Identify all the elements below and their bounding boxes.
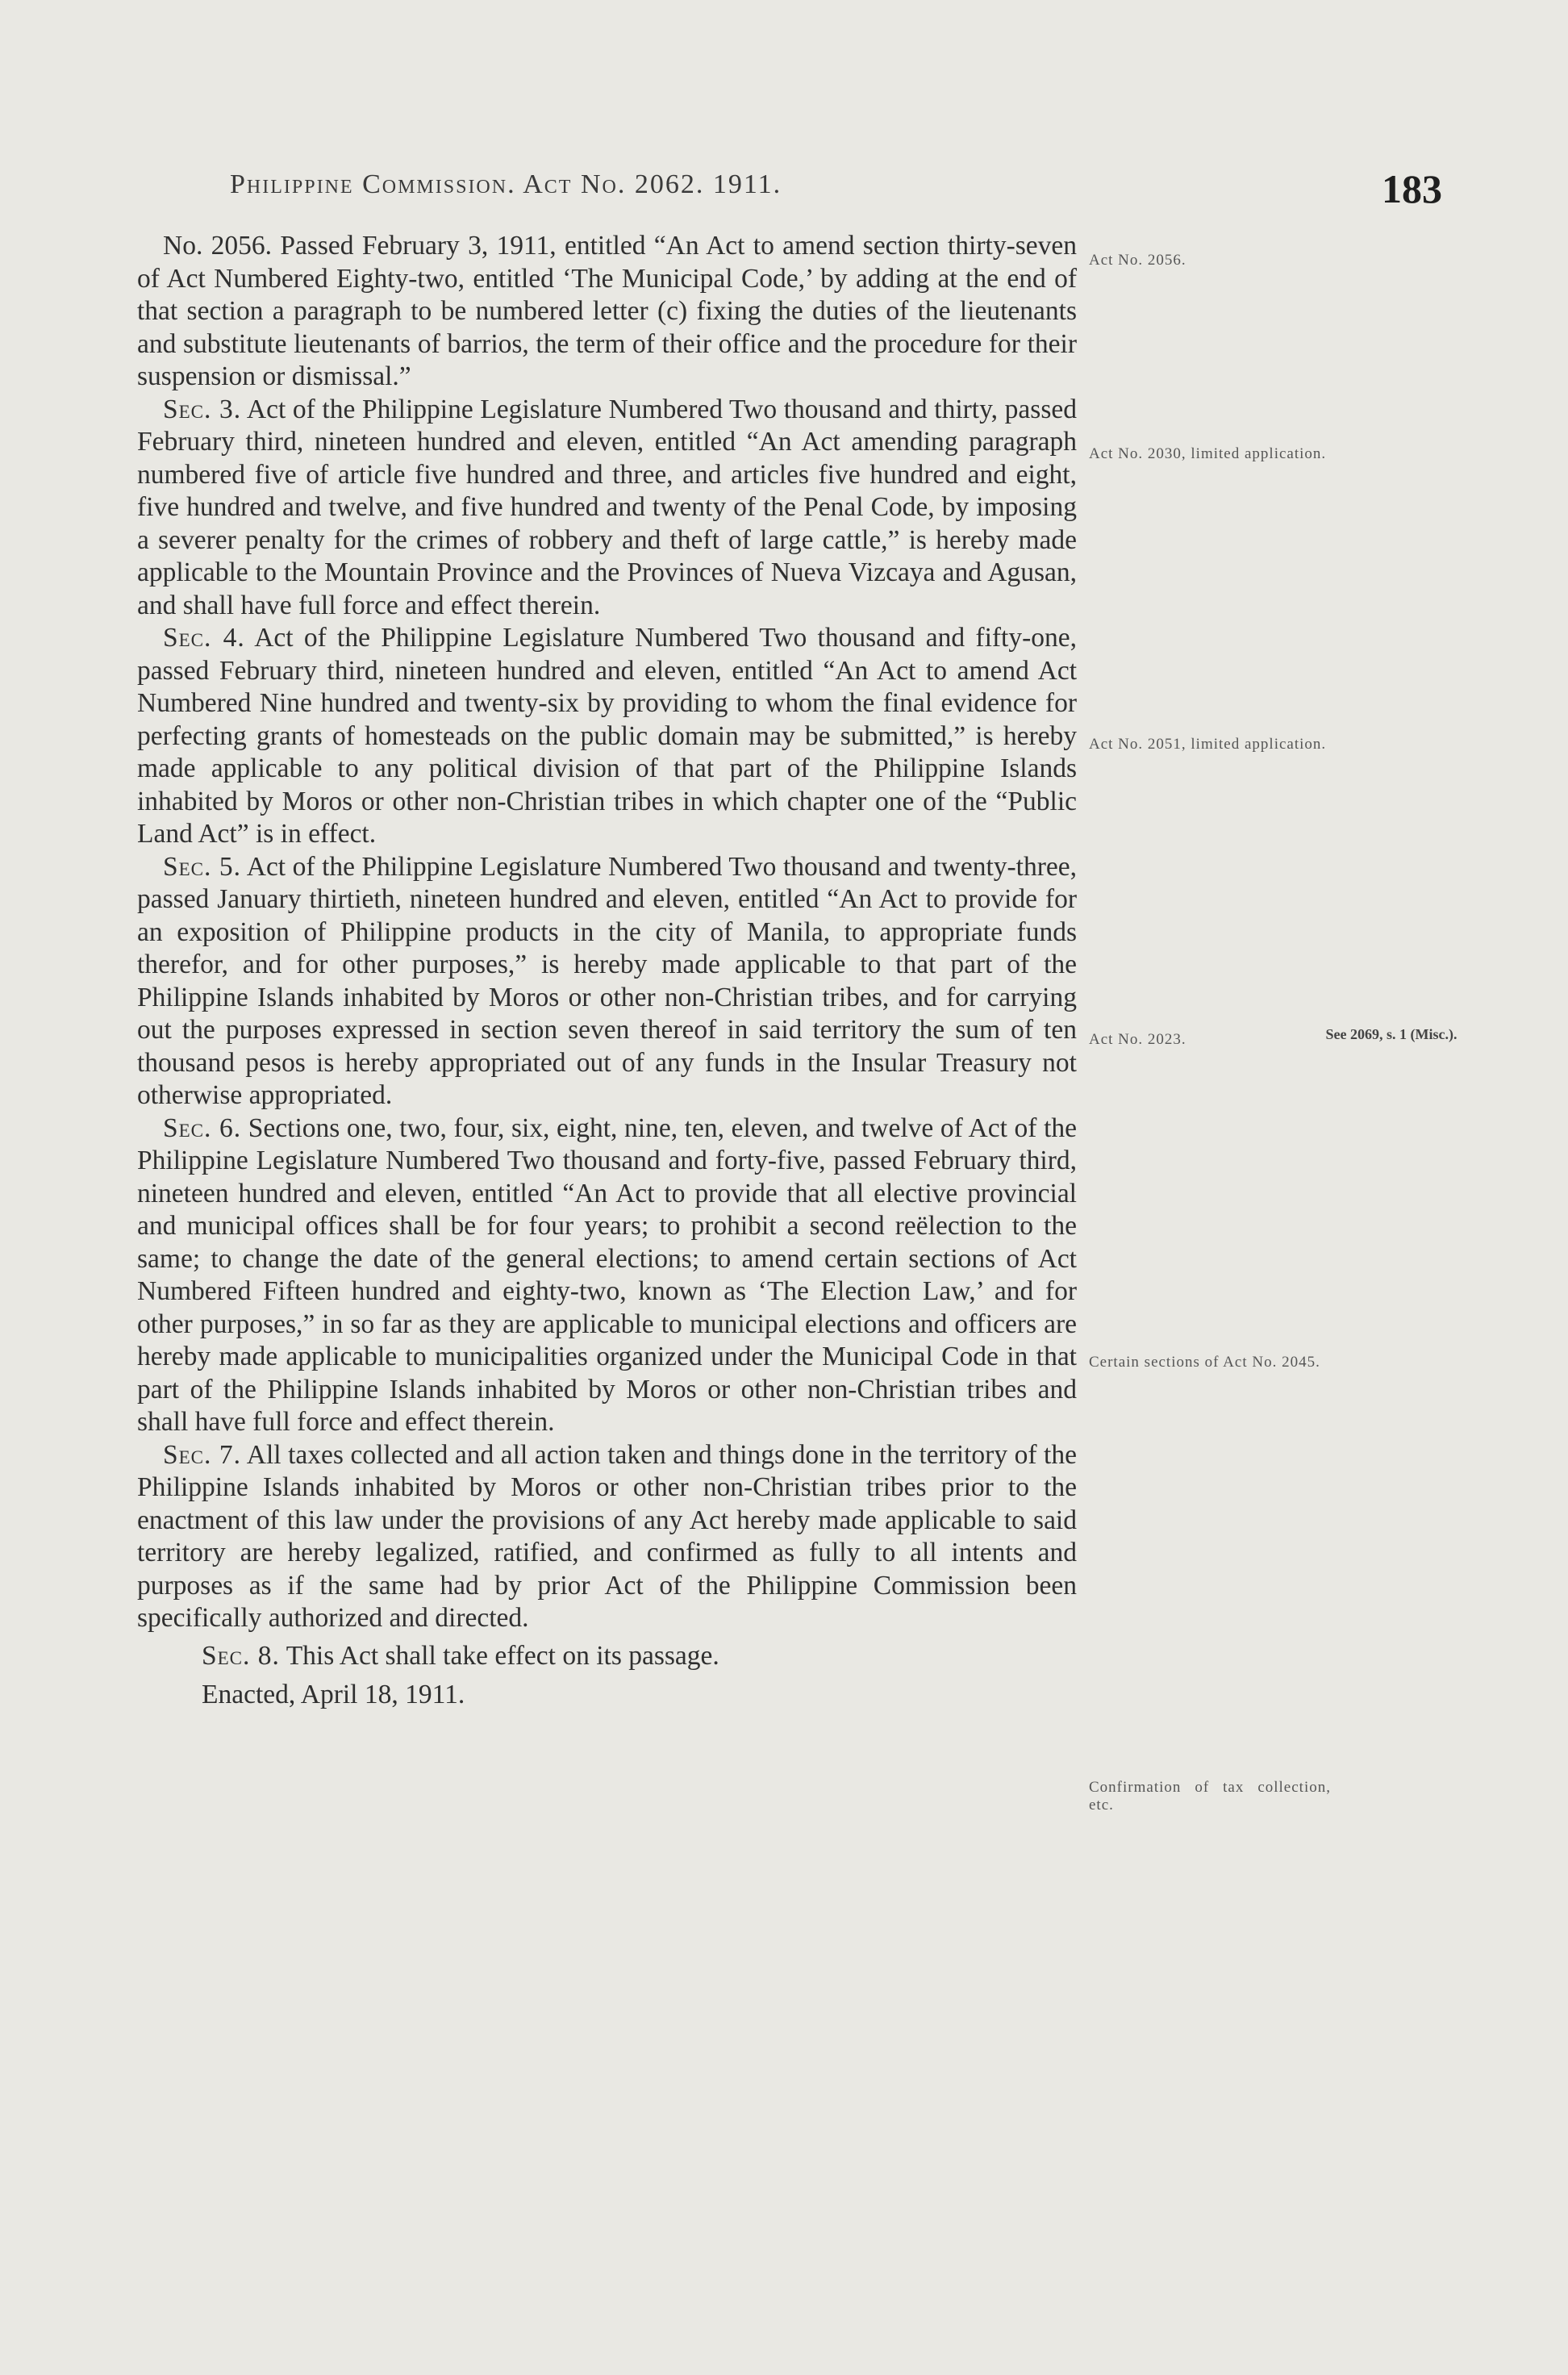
paragraph-sec-6 — [137, 1112, 1077, 1439]
section-label: Sec. 3. — [163, 394, 242, 424]
running-head: Philippine Commission. Act No. 2062. 1911. — [230, 169, 782, 199]
paragraph-text: Act of the Philippine Legislature Numbered Two thousand and twenty-three, passed January thirtieth, nineteen hundred and eleven, entitled “An Act to provide for an exposition of Philippine products in the city of Manila, to appropriate funds therefor, and for other purposes,” is hereby made applicable to that part of the Philippine Islands inhabited by Moros or other non-Christian tribes, and for carrying out the purposes expressed in section seven thereof in said territory the sum of ten thousand pesos is hereby appropriated out of any funds in the Insular Treasury not otherwise appropriated. — [137, 851, 1077, 1110]
paragraph-act-2056 — [137, 230, 1077, 394]
page-number: 183 — [1382, 166, 1442, 211]
body-text — [137, 230, 1077, 1712]
section-label: Sec. 5. — [163, 851, 242, 882]
paragraph-text: This Act shall take effect on its passage. — [286, 1640, 719, 1671]
outer-margin-note: See 2069, s. 1 (Misc.). — [1325, 1026, 1457, 1042]
margin-note-act-2056: Act No. 2056. — [1089, 252, 1186, 269]
paragraph-sec-7 — [137, 1439, 1077, 1635]
enacted-line: Enacted, April 18, 1911. — [202, 1680, 465, 1709]
paragraph-sec-8 — [137, 1640, 1077, 1673]
paragraph-text: Act of the Philippine Legislature Numbered Two thousand and thirty, passed February third, nineteen hundred and eleven, entitled “An Act amending paragraph numbered five of article five hundred and three, and articles five hundred and eight, five hundred and twelve, and five hundred and twenty of the Penal Code, by imposing a severer penalty for the crimes of robbery and theft of large cattle,” is hereby made applicable to the Mountain Province and the Provinces of Nueva Vizcaya and Agusan, and shall have full force and effect therein. — [137, 394, 1077, 620]
margin-note-act-2051: Act No. 2051, limited application. — [1089, 736, 1327, 753]
paragraph-text: Sections one, two, four, six, eight, nine, ten, eleven, and twelve of Act of the Philippine Legislature Numbered Two thousand and forty-five, passed February third, nineteen hundred and eleven, entitled “An Act to provide that all elective provincial and municipal offices shall be for four years; to prohibit a second reëlection to the same; to change the date of the general elections; to amend certain sections of Act Numbered Fifteen hundred and eighty-two, known as ‘The Election Law,’ and for other purposes,” in so far as they are applicable to municipal elections and officers are hereby made applicable to municipalities organized under the Municipal Code in that part of the Philippine Islands inhabited by Moros or other non-Christian tribes and shall have full force and effect therein. — [137, 1112, 1077, 1437]
paragraph-text: Act of the Philippine Legislature Numbered Two thousand and fifty-one, passed February third, nineteen hundred and eleven, entitled “An Act to amend Act Numbered Nine hundred and twenty-six by providing to whom the final evidence for perfecting grants of homesteads on the public domain may be submitted,” is hereby made applicable to any political division of that part of the Philippine Islands inhabited by Moros or other non-Christian tribes in which chapter one of the “Public Land Act” is in effect. — [137, 623, 1077, 849]
paragraph-sec-3 — [137, 394, 1077, 623]
margin-note-act-2045: Certain sections of Act No. 2045. — [1089, 1354, 1320, 1371]
paragraph-sec-5 — [137, 851, 1077, 1112]
section-label: Sec. 6. — [163, 1112, 242, 1143]
paragraph-sec-4 — [137, 622, 1077, 851]
section-label: Sec. 4. — [163, 623, 245, 653]
margin-note-confirmation: Confirmation of tax collection, etc. — [1089, 1779, 1331, 1814]
paragraph-text: All taxes collected and all action taken and things done in the territory of the Philippine Islands inhabited by Moros or other non-Christian tribes prior to the enactment of this law under the provisions of any Act hereby made applicable to said territory are hereby legalized, ratified, and confirmed as fully to all intents and purposes as if the same had by prior Act of the Philippine Commission been specifically authorized and directed. — [137, 1439, 1077, 1633]
paragraph-text: No. 2056. Passed February 3, 1911, entitled “An Act to amend section thirty-seven of Act Numbered Eighty-two, entitled ‘The Municipal Code,’ by adding at the end of that section a paragraph to be numbered letter (c) fixing the duties of the lieutenants and substitute lieutenants of barrios, the term of their office and the procedure for their suspension or dismissal.” — [137, 231, 1077, 391]
section-label: Sec. 8. — [202, 1640, 280, 1671]
section-label: Sec. 7. — [163, 1439, 242, 1470]
margin-note-act-2023: Act No. 2023. — [1089, 1031, 1186, 1048]
margin-note-act-2030: Act No. 2030, limited application. — [1089, 445, 1327, 462]
